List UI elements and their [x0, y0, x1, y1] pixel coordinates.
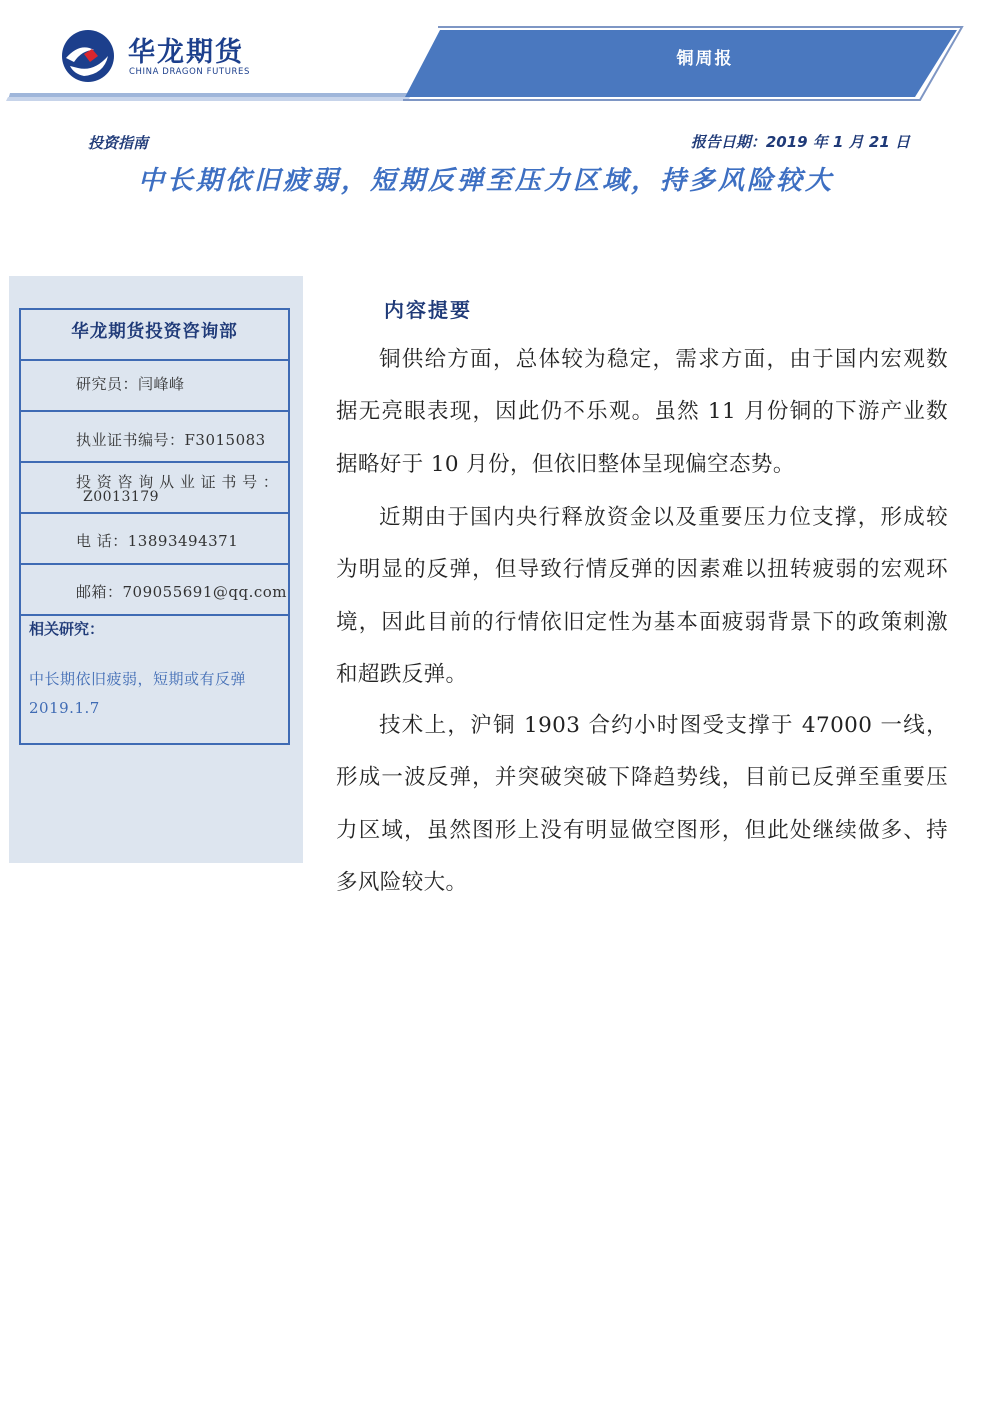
phone-row	[21, 514, 288, 565]
summary-heading: 内容提要	[384, 298, 472, 322]
email-address[interactable]: 邮箱：709055691@qq.com	[76, 583, 288, 601]
researcher-name: 研究员：闫峰峰	[76, 375, 185, 393]
logo-chinese-name: 华龙期货	[128, 37, 244, 68]
consult-license-row	[21, 463, 288, 514]
paragraph-supply-demand: 铜供给方面，总体较为稳定，需求方面，由于国内宏观数据无亮眼表现，因此仍不乐观。虽然 11 月份铜的下游产业数据略好于 10 月份，但依旧整体呈现偏空态势。	[336, 347, 948, 477]
dragon-logo-icon	[60, 28, 116, 84]
department-name: 华龙期货投资咨询部	[21, 310, 288, 361]
related-research-date: 2019.1.7	[29, 699, 100, 717]
email-row	[21, 565, 288, 616]
sidebar-panel	[9, 276, 303, 863]
consult-license-label: 投 资 咨 询 从 业 证 书 号 ：	[76, 473, 279, 491]
report-headline: 中长期依旧疲弱，短期反弹至压力区域，持多风险较大	[137, 166, 834, 196]
paragraph-technical: 技术上，沪铜 1903 合约小时图受支撑于 47000 一线，形成一波反弹，并突破突破下降趋势线，目前已反弹至重要压力区域，虽然图形上没有明显做空图形，但此处继续做多、持多风险较大。	[336, 713, 948, 896]
report-type-title: 铜周报	[676, 49, 734, 69]
company-logo	[60, 26, 270, 88]
related-research-link[interactable]: 中长期依旧疲弱，短期或有反弹	[29, 670, 247, 688]
researcher-row	[21, 361, 288, 412]
logo-english-name: CHINA DRAGON FUTURES	[129, 67, 251, 77]
phone-number: 电 话：13893494371	[76, 532, 239, 550]
license-row	[21, 412, 288, 463]
report-date: 报告日期：2019 年 1 月 21 日	[690, 133, 910, 151]
license-number: 执业证书编号：F3015083	[76, 431, 266, 449]
consult-license-number: Z0013179	[83, 489, 160, 505]
analyst-info-box	[19, 308, 290, 745]
related-research-title: 相关研究：	[29, 620, 105, 638]
section-label: 投资指南	[88, 134, 149, 152]
paragraph-rebound: 近期由于国内央行释放资金以及重要压力位支撑，形成较为明显的反弹，但导致行情反弹的因素难以扭转疲弱的宏观环境，因此目前的行情依旧定性为基本面疲弱背景下的政策刺激和超跌反弹。	[336, 505, 948, 688]
